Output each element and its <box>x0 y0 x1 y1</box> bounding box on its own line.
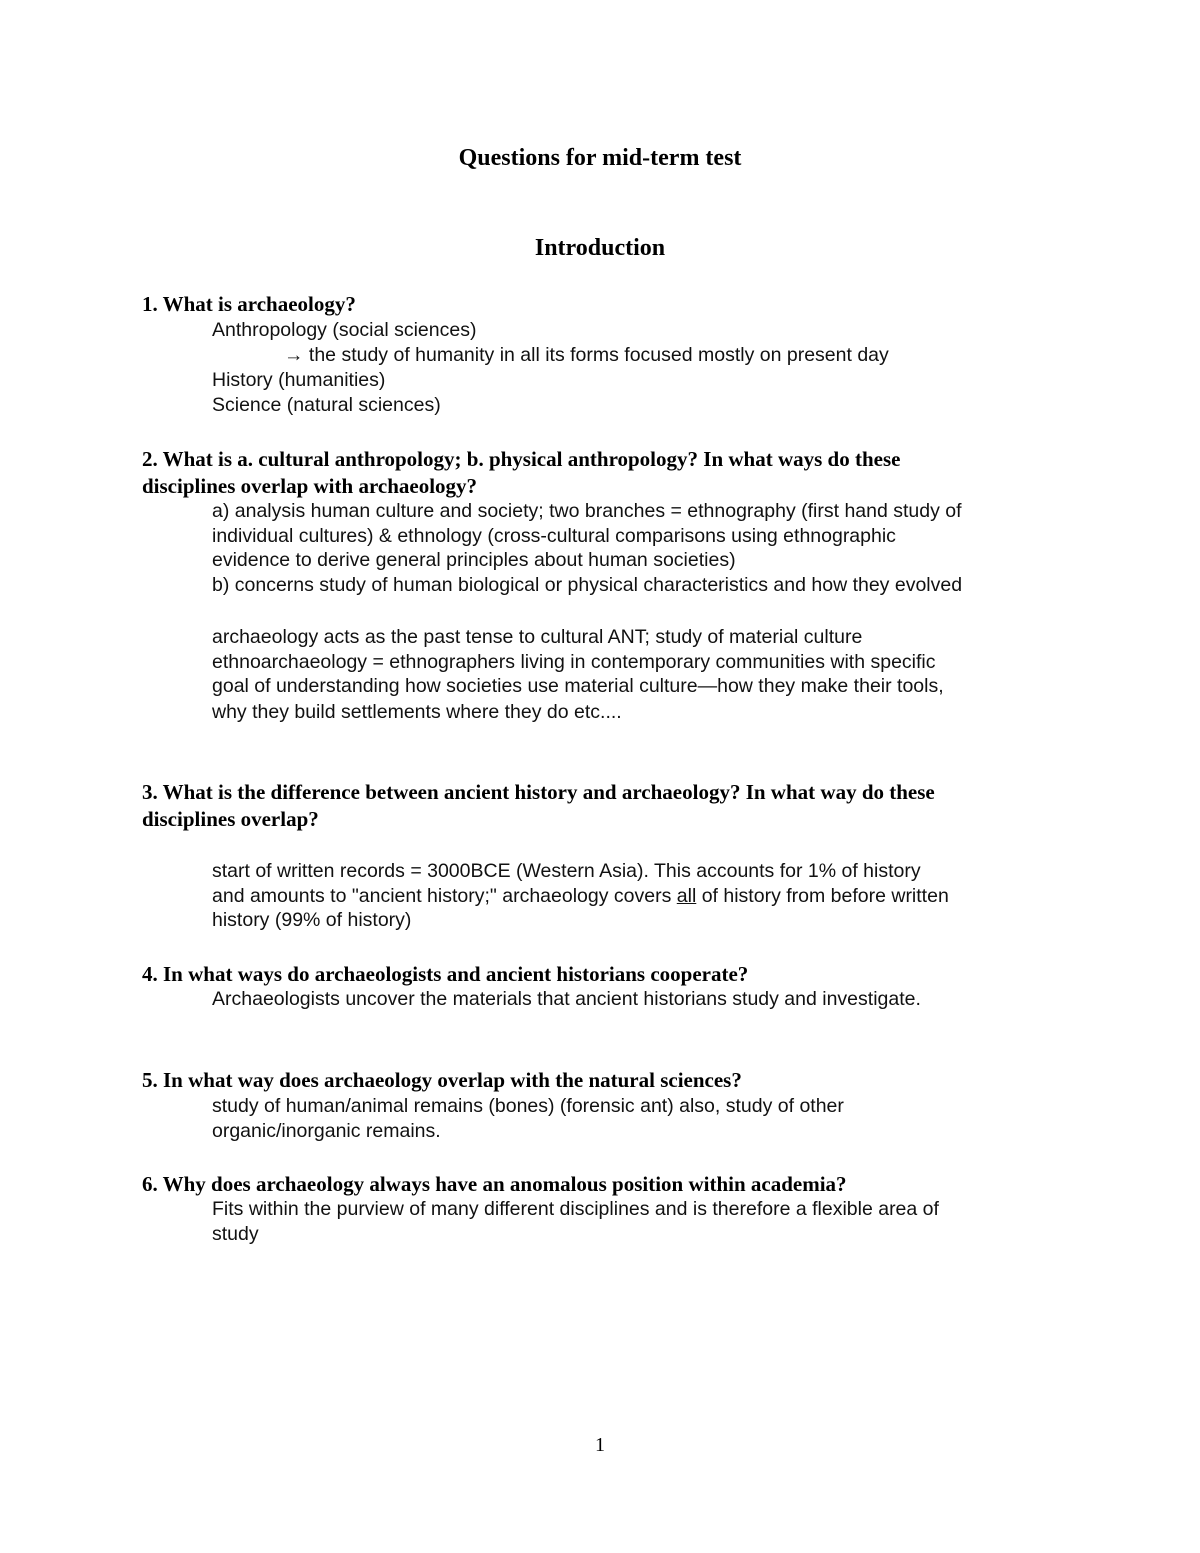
answer-2-extra-line-3: goal of understanding how societies use material culture—how they make their tools, <box>212 675 944 697</box>
question-2-line-1: 2. What is a. cultural anthropology; b. physical anthropology? In what ways do these <box>142 447 901 471</box>
answer-2-line-4: b) concerns study of human biological or physical characteristics and how they evolved <box>212 574 963 596</box>
answer-3-underlined-word: all <box>676 885 697 907</box>
question-1: 1. What is archaeology? <box>142 292 356 316</box>
question-3-line-1: 3. What is the difference between ancient history and archaeology? In what way do these <box>142 780 935 804</box>
answer-2-extra-line-1: archaeology acts as the past tense to cultural ANT; study of material culture <box>212 626 863 648</box>
answer-1-line-1: Anthropology (social sciences) <box>212 319 477 341</box>
question-5: 5. In what way does archaeology overlap with the natural sciences? <box>142 1068 742 1092</box>
question-3-line-2: disciplines overlap? <box>142 807 319 831</box>
answer-3-line-2 <box>212 884 949 909</box>
question-2-line-2: disciplines overlap with archaeology? <box>142 474 478 498</box>
question-6: 6. Why does archaeology always have an anomalous position within academia? <box>142 1172 847 1196</box>
answer-3-line-1: start of written records = 3000BCE (Western Asia). This accounts for 1% of history <box>212 860 921 882</box>
answer-2-extra-line-4: why they build settlements where they do etc.... <box>212 701 622 723</box>
answer-3-line-2-after: of history from before written <box>696 885 949 907</box>
answer-3-line-3: history (99% of history) <box>212 909 412 931</box>
answer-6-line-2: study <box>212 1223 259 1245</box>
answer-2-extra-line-2: ethnoarchaeology = ethnographers living in contemporary communities with specific <box>212 651 936 673</box>
answer-3-line-2-before: and amounts to "ancient history;" archaeology covers <box>212 885 677 907</box>
answer-1-line-3: History (humanities) <box>212 369 386 391</box>
answer-1-line-2-text: the study of humanity in all its forms focused mostly on present day <box>303 344 889 366</box>
answer-4: Archaeologists uncover the materials that ancient historians study and investigate. <box>212 988 921 1010</box>
question-4: 4. In what ways do archaeologists and ancient historians cooperate? <box>142 962 749 986</box>
answer-5-line-1: study of human/animal remains (bones) (forensic ant) also, study of other <box>212 1095 844 1117</box>
answer-1-line-4: Science (natural sciences) <box>212 394 441 416</box>
answer-5-line-2: organic/inorganic remains. <box>212 1120 441 1142</box>
section-heading: Introduction <box>534 235 666 261</box>
answer-6-line-1: Fits within the purview of many different disciplines and is therefore a flexible area of <box>212 1198 939 1220</box>
answer-2-line-1: a) analysis human culture and society; two branches = ethnography (first hand study of <box>212 500 962 522</box>
arrow-right-icon: → <box>284 344 304 366</box>
page-title: Questions for mid-term test <box>458 145 742 171</box>
answer-1-line-2 <box>284 343 889 368</box>
answer-2-line-2: individual cultures) & ethnology (cross-cultural comparisons using ethnographic <box>212 525 896 547</box>
page-number: 1 <box>595 1434 605 1456</box>
answer-2-line-3: evidence to derive general principles about human societies) <box>212 549 736 571</box>
